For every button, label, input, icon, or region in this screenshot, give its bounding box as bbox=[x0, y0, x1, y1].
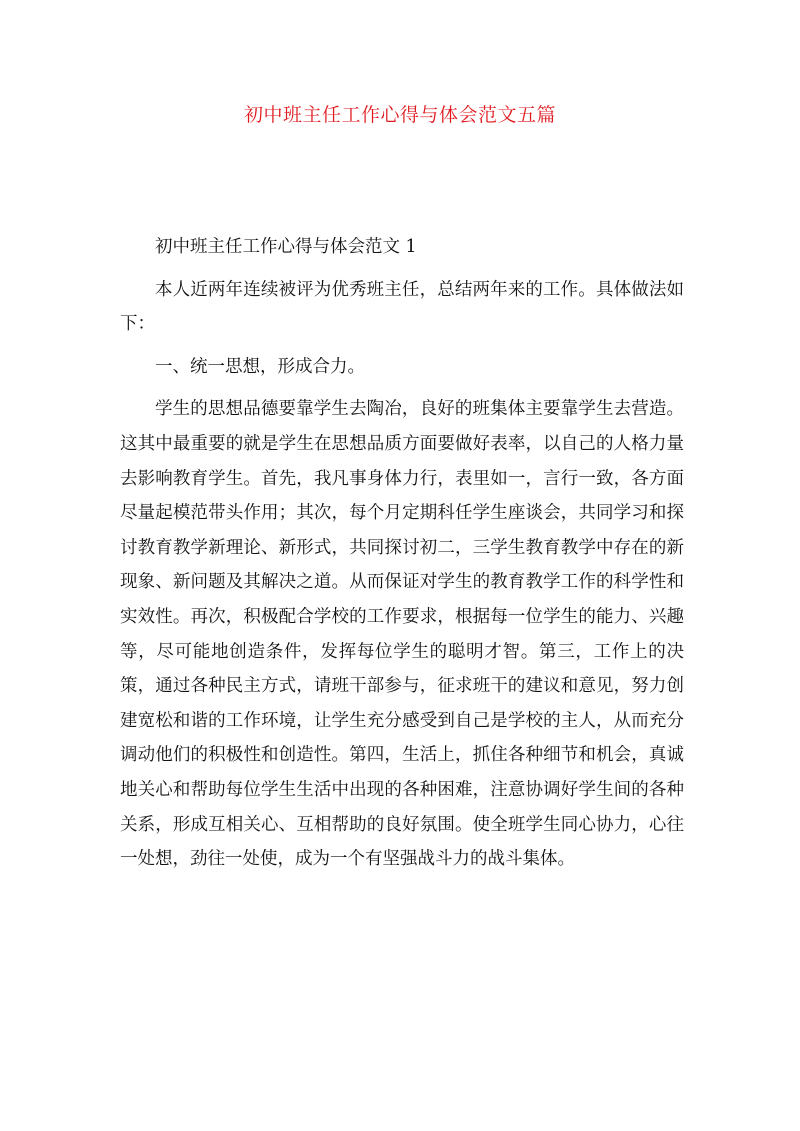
document-body bbox=[120, 230, 684, 877]
section-heading: 初中班主任工作心得与体会范文 1 bbox=[155, 237, 417, 257]
document-title: 初中班主任工作心得与体会范文五篇 bbox=[243, 104, 556, 126]
paragraph-body: 学生的思想品德要靠学生去陶冶，良好的班集体主要靠学生去营造。这其中最重要的就是学生在思想品质方面要做好表率，以自己的人格力量去影响教育学生。首先，我凡事身体力行，表里如一，言行一致，各方面尽量起模范带头作用；其次，每个月定期科任学生座谈会，共同学习和探讨教育教学新理论、新形式，共同探讨初二，三学生教育教学中存在的新现象、新问题及其解决之道。从而保证对学生的教育教学工作的科学性和实效性。再次，积极配合学校的工作要求，根据每一位学生的能力、兴趣等，尽可能地创造条件，发挥每位学生的聪明才智。第三，工作上的决策，通过各种民主方式，请班干部参与，征求班干的建议和意见，努力创建宽松和谐的工作环境，让学生充分感受到自己是学校的主人，从而充分调动他们的积极性和创造性。第四，生活上，抓住各种细节和机会，真诚地关心和帮助每位学生生活中出现的各种困难，注意协调好学生间的各种关系，形成互相关心、互相帮助的良好氛围。使全班学生同心协力，心往一处想，劲往一处使，成为一个有坚强战斗力的战斗集体。 bbox=[120, 399, 684, 870]
paragraph-intro: 本人近两年连续被评为优秀班主任，总结两年来的工作。具体做法如下： bbox=[120, 279, 684, 335]
paragraph-point-one: 一、统一思想，形成合力。 bbox=[155, 356, 365, 377]
